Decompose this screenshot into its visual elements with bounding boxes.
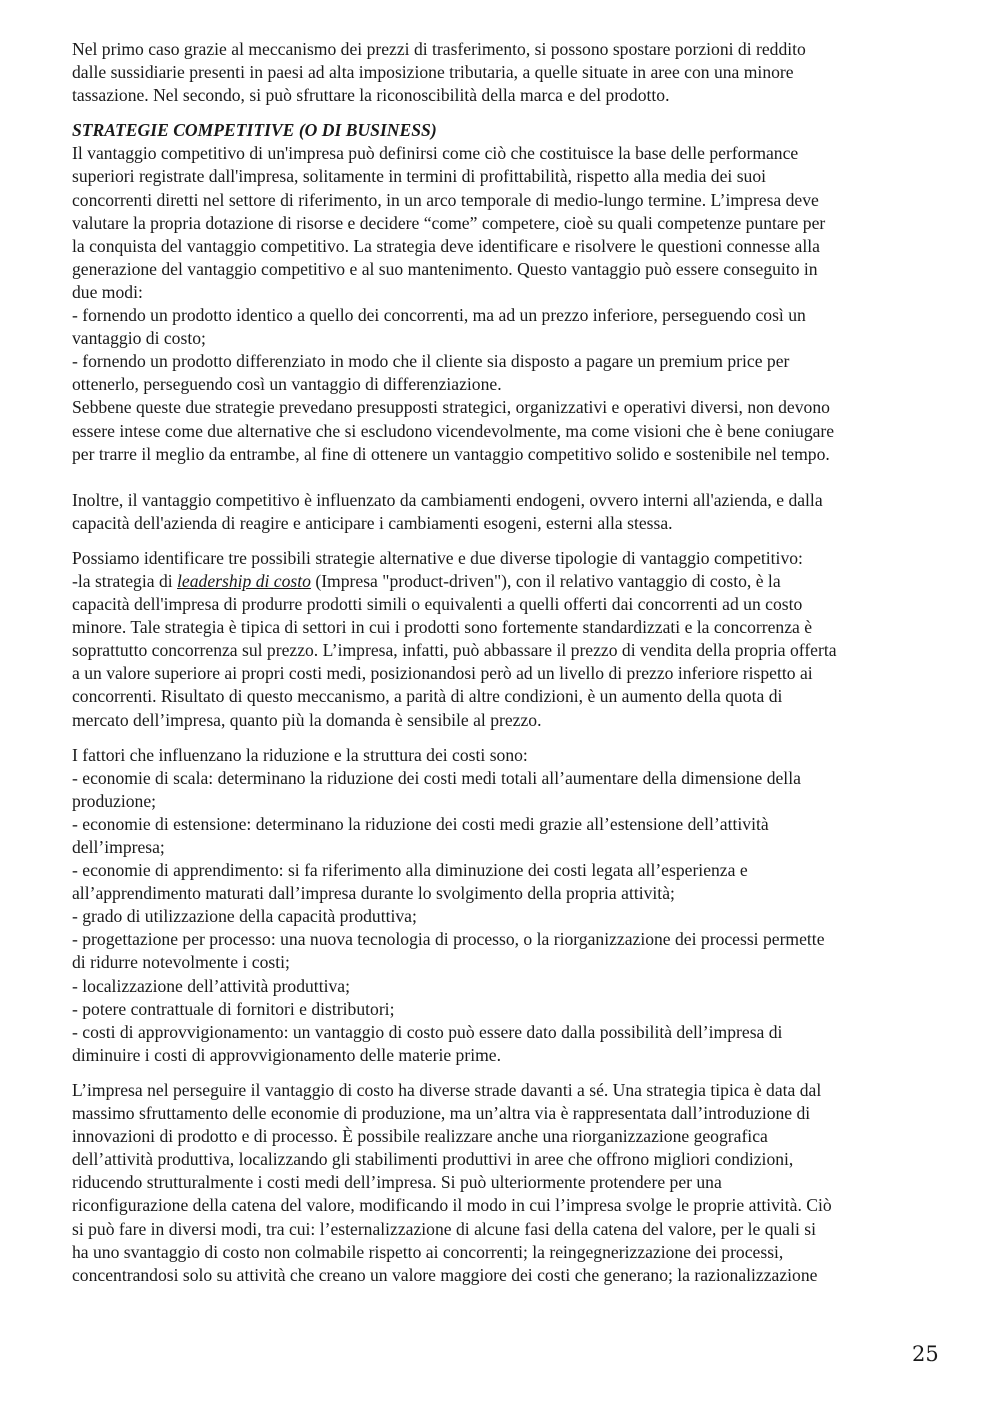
list-item: - progettazione per processo: una nuova tecnologia di processo, o la riorganizzazione dei processi permette xyxy=(72,929,825,950)
text-line: concorrenti diretti nel settore di riferimento, in un arco temporale di medio-lungo termine. L’impresa deve xyxy=(72,189,819,210)
list-item: - economie di estensione: determinano la riduzione dei costi medi grazie all’estensione dell’attività xyxy=(72,813,769,834)
text-line: riducendo strutturalmente i costi medi dell’impresa. Si può ulteriormente protendere per una xyxy=(72,1172,722,1193)
paragraph-cost-leadership xyxy=(72,547,952,732)
text-line: capacità dell'azienda di reagire e anticipare i cambiamenti esogeni, esterni alla stessa. xyxy=(72,512,673,533)
text-line: I fattori che influenzano la riduzione e la struttura dei costi sono: xyxy=(72,744,528,765)
text-fragment: -la strategia di xyxy=(72,570,178,591)
section-strategie-competitive xyxy=(72,119,952,465)
paragraph-endogenous-changes xyxy=(72,489,952,535)
text-line: Il vantaggio competitivo di un'impresa può definirsi come ciò che costituisce la base delle performance xyxy=(72,143,799,164)
text-line: minore. Tale strategia è tipica di settori in cui i prodotti sono fortemente standardizzati e la concorrenza è xyxy=(72,617,813,638)
list-item: - fornendo un prodotto identico a quello dei concorrenti, ma ad un prezzo inferiore, perseguendo così un xyxy=(72,305,806,326)
text-line: Nel primo caso grazie al meccanismo dei prezzi di trasferimento, si possono spostare porzioni di reddito xyxy=(72,39,806,59)
text-line: la conquista del vantaggio competitivo. La strategia deve identificare e risolvere le questioni connesse alla xyxy=(72,235,820,256)
list-item: - costi di approvvigionamento: un vantaggio di costo può essere dato dalla possibilità dell’impresa di xyxy=(72,1021,783,1042)
list-item: - economie di scala: determinano la riduzione dei costi medi totali all’aumentare della dimensione della xyxy=(72,767,801,788)
leadership-di-costo-link[interactable]: leadership di costo xyxy=(177,570,311,591)
text-line: generazione del vantaggio competitivo e al suo mantenimento. Questo vantaggio può essere conseguito in xyxy=(72,258,818,279)
text-line: valutare la propria dotazione di risorse e decidere “come” competere, cioè su quali competenze puntare per xyxy=(72,212,826,233)
text-line: per trarre il meglio da entrambe, al fine di ottenere un vantaggio competitivo solido e sostenibile nel tempo. xyxy=(72,443,830,464)
text-line: capacità dell'impresa di produrre prodotti simili o equivalenti a quelli offerti dai concorrenti ad un costo xyxy=(72,594,803,615)
text-line: superiori registrate dall'impresa, solitamente in termini di profittabilità, rispetto alla media dei suoi xyxy=(72,166,767,187)
text-line: due modi: xyxy=(72,281,143,302)
text-line: produzione; xyxy=(72,790,157,811)
text-line: ha uno svantaggio di costo non colmabile rispetto ai concorrenti; la reingegnerizzazione dei processi, xyxy=(72,1241,784,1262)
text-fragment: (Impresa "product-driven"), con il relativo vantaggio di costo, è la xyxy=(310,570,781,591)
document-page xyxy=(72,38,952,1287)
text-line: innovazioni di prodotto e di processo. È possibile realizzare anche una riorganizzazione geografica xyxy=(72,1126,768,1147)
text-line: riconfigurazione della catena del valore, modificando il modo in cui l’impresa svolge le proprie attività. Ciò xyxy=(72,1195,832,1216)
page-number: 25 xyxy=(912,1342,939,1366)
list-item: - potere contrattuale di fornitori e distributori; xyxy=(72,998,395,1019)
list-item: - fornendo un prodotto differenziato in modo che il cliente sia disposto a pagare un premium price per xyxy=(72,351,790,372)
text-line: essere intese come due alternative che si escludono vicendevolmente, ma come visioni che è bene coniugare xyxy=(72,420,835,441)
paragraph-transfer-pricing xyxy=(72,38,952,107)
text-line: a un valore superiore ai propri costi medi, posizionandosi però ad un livello di prezzo inferiore rispetto ai xyxy=(72,663,813,684)
text-line: ottenerlo, perseguendo così un vantaggio di differenziazione. xyxy=(72,374,502,395)
text-line: dell’attività produttiva, localizzando gli stabilimenti produttivi in aree che offrono migliori condizioni, xyxy=(72,1149,794,1170)
text-line xyxy=(72,570,952,593)
text-line: L’impresa nel perseguire il vantaggio di costo ha diverse strade davanti a sé. Una strategia tipica è data dal xyxy=(72,1079,822,1100)
list-item: - localizzazione dell’attività produttiva; xyxy=(72,975,350,996)
paragraph-cost-strategies xyxy=(72,1079,952,1287)
text-line: diminuire i costi di approvvigionamento delle materie prime. xyxy=(72,1044,501,1065)
text-line: dalle sussidiarie presenti in paesi ad alta imposizione tributaria, a quelle situate in aree con una minore xyxy=(72,62,794,83)
text-line: all’apprendimento maturati dall’impresa durante lo svolgimento della propria attività; xyxy=(72,883,675,904)
list-item: - grado di utilizzazione della capacità produttiva; xyxy=(72,906,417,927)
text-line: di ridurre notevolmente i costi; xyxy=(72,952,290,973)
text-line: vantaggio di costo; xyxy=(72,328,206,349)
text-line: tassazione. Nel secondo, si può sfruttare la riconoscibilità della marca e del prodotto. xyxy=(72,85,670,106)
text-line: concorrenti. Risultato di questo meccanismo, a parità di altre condizioni, è un aumento della quota di xyxy=(72,686,783,707)
list-item: - economie di apprendimento: si fa riferimento alla diminuzione dei costi legata all’esperienza e xyxy=(72,860,748,881)
text-line: soprattutto concorrenza sul prezzo. L’impresa, infatti, può abbassare il prezzo di vendita della propria offerta xyxy=(72,640,837,661)
text-line: dell’impresa; xyxy=(72,837,165,857)
text-line: massimo sfruttamento delle economie di produzione, ma un’altra via è rappresentata dall’introduzione di xyxy=(72,1103,811,1124)
text-line: Sebbene queste due strategie prevedano presupposti strategici, organizzativi e operativi diversi, non devono xyxy=(72,397,830,418)
text-line: Possiamo identificare tre possibili strategie alternative e due diverse tipologie di vantaggio competitivo: xyxy=(72,547,803,568)
text-line: concentrandosi solo su attività che creano un valore maggiore dei costi che generano; la razionalizzazione xyxy=(72,1264,818,1285)
text-line: si può fare in diversi modi, tra cui: l’esternalizzazione di alcune fasi della catena del valore, per le quali si xyxy=(72,1218,817,1239)
paragraph-cost-factors xyxy=(72,744,952,1067)
text-line: Inoltre, il vantaggio competitivo è influenzato da cambiamenti endogeni, ovvero interni all'azienda, e dalla xyxy=(72,489,823,510)
section-heading: STRATEGIE COMPETITIVE (O DI BUSINESS) xyxy=(72,120,437,141)
text-line: mercato dell’impresa, quanto più la domanda è sensibile al prezzo. xyxy=(72,709,542,730)
